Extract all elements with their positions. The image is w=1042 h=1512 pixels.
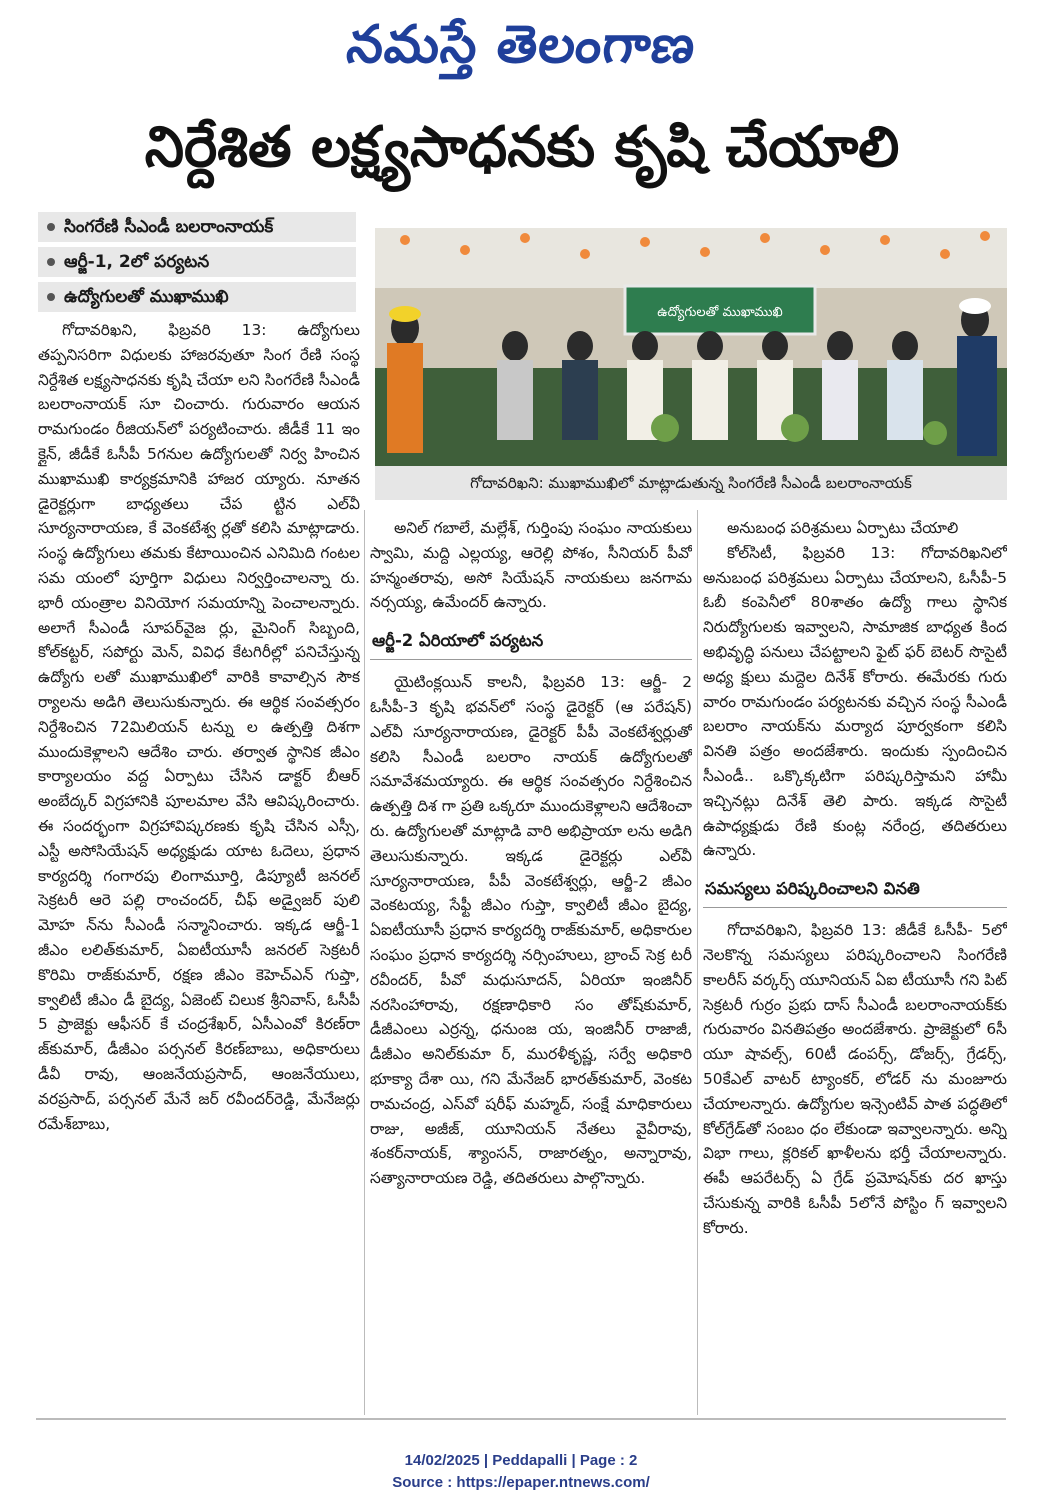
newspaper-masthead bbox=[0, 6, 1042, 84]
news-photo bbox=[375, 228, 1007, 466]
article-paragraph: గోదావరిఖని, ఫిబ్రవరి 13: ఉద్యోగులు తప్పనిసరిగా విధులకు హాజరవుతూ సింగ రేణి సంస్థ నిర్దేశిత లక్ష్యసాధనకు కృషి చేయా లని సింగరేణి సీఎండీ బలరాంనాయక్ సూ చించారు. గురువారం ఆయన రామగుండం రీజియన్‌లో పర్యటించారు. జీడీకే 11 ఇం క్లైన్, జీడీకే ఓసీపీ 5గనుల ఉద్యోగులతో నిర్వ హించిన ముఖాముఖి కార్యక్రమానికి హాజర య్యారు. నూతన డైరెక్టర్లుగా బాధ్యతలు చేప ట్టిన ఎల్‌వీ సూర్యనారాయణ, కే వెంకటేశ్వ ర్లతో కలిసి మాట్లాడారు. సంస్థ ఉద్యోగులు తమకు కేటాయించిన ఎనిమిది గంటల సమ యంలో పూర్తిగా విధులు నిర్వర్తించాలన్నా రు. భారీ యంత్రాల వినియోగ సమయాన్ని పెంచాలన్నారు. అలాగే సీఎండీ సూపర్‌వైజ ర్లు, మైనింగ్ సిబ్బంది, కోల్‌కట్టర్, సపోర్టు మెన్, వివిధ కేటగిరీల్లో పనిచేస్తున్న ఉద్యోగు లతో ముఖాముఖిలో వారికి కావాల్సిన సౌక ర్యాలను అడిగి తెలుసుకున్నారు. ఈ ఆర్థిక సంవత్సరం నిర్దేశించిన 72మిలియన్ టన్ను ల ఉత్పత్తి దిశగా ముందుకెళ్లాలని ఆదేశిం చారు. తర్వాత స్థానిక జీఎం కార్యాలయం వద్ద ఏర్పాటు చేసిన డాక్టర్ బీఆర్ అంబేద్కర్ విగ్రహానికి పూలమాల వేసి ఆవిష్కరించారు. ఈ సందర్భంగా విగ్రహావిష్కరణకు కృషి చేసిన ఎస్సీ, ఎస్టీ అసోసియేషన్ అధ్యక్షుడు యాట ఓదెలు, ప్రధాన కార్యదర్శి గంగారపు లింగామూర్తి, డిప్యూటీ జనరల్ సెక్రటరీ ఆరె పల్లి రాంచందర్, చీఫ్ అడ్వైజర్ పులి మోహ న్‌ను సీఎండీ సన్మానించారు. ఇక్కడ ఆర్జీ-1 జీఎం లలిత్‌కుమార్, ఏఐటీయూసీ జనరల్ సెక్రటరీ కొరిమి రాజ్‌కుమార్, రక్షణ జీఎం కెహెచ్ఎన్ గుప్తా, క్వాలిటీ జీఎం డీ బైద్య, ఏజెంట్ చిలుక శ్రీనివాస్, ఓసీపీ 5 ప్రాజెక్టు ఆఫీసర్ కే చంద్రశేఖర్, ఏసీఎంవో కిరణ్‌రా జ్‌కుమార్, డీజీఎం పర్సనల్ కిరణ్‌బాబు, అధికారులు డీవీ రావు, ఆంజనేయప్రసాద్, ఆంజనేయులు, వరప్రసాద్, పర్సనల్ మేనే జర్ రవీందర్‌రెడ్డి, మేనేజర్లు రమేశ్‌బాబు, bbox=[38, 321, 360, 1133]
column-divider bbox=[697, 510, 698, 1415]
highlight-text: ఉద్యోగులతో ముఖాముఖి bbox=[64, 287, 229, 307]
bullet-icon bbox=[47, 293, 55, 301]
highlight-item bbox=[38, 212, 356, 242]
banner-text: ఉద్యోగులతో ముఖాముఖి bbox=[657, 305, 783, 320]
article-paragraph: యైటింక్లయిన్ కాలనీ, ఫిబ్రవరి 13: ఆర్జీ- 2 ఓసీపీ-3 కృషి భవన్‌లో సంస్థ డైరెక్టర్ (ఆ పరేషన్) ఎల్‌వీ సూర్యనారాయణ, డైరెక్టర్ పీపీ వెంకటేశ్వర్లుతో కలిసి సీఎండీ బలరాం నాయక్ ఉద్యోగులతో సమావేశమయ్యారు. ఈ ఆర్థిక సంవత్సరం నిర్దేశించిన ఉత్పత్తి దిశ గా ప్రతి ఒక్కరూ ముందుకెళ్లాలని ఆదేశించా రు. ఉద్యోగులతో మాట్లాడి వారి అభిప్రాయా లను అడిగి తెలుసుకున్నారు. ఇక్కడ డైరెక్టర్లు ఎల్‌వీ సూర్యనారాయణ, పీపీ వెంకటేశ్వర్లు, ఆర్జీ-2 జీఎం వెంకటయ్య, సేఫ్టీ జీఎం గుప్తా, క్వాలిటీ జీఎం బైద్య, ఏఐటీయూసీ ప్రధాన కార్యదర్శి రాజ్‌కుమార్, అధికారుల సంఘం ప్రధాన కార్యదర్శి నర్సింహులు, బ్రాంచ్ సెక్ర టరీ రవీందర్, పీవో మధుసూదన్, ఏరియా ఇంజినీర్ నరసింహారావు, రక్షణాధికారి సం తోష్‌కుమార్, డీజీఎంలు ఎర్రన్న, ధనుంజ య, ఇంజినీర్ రాజాజీ, డీజీఎం అనిల్‌కుమా ర్, మురళీకృష్ణ, సర్వే అధికారి భూక్యా దేశా యి, గని మేనేజర్ భారత్‌కుమార్, వెంకట రామచంద్ర, ఎస్‌వో షరీఫ్ మహ్మద్, సంక్షే మాధికారులు రాజు, అజీజ్, యూనియన్ నేతలు వైవీరావు, శంకర్‌నాయక్, శ్యాంసన్, రాజారత్నం, అన్నారావు, సత్యానారాయణ రెడ్డి, తదితరులు పాల్గొన్నారు. bbox=[370, 673, 692, 1188]
section-subhead: సమస్యలు పరిష్కరించాలని వినతి bbox=[703, 871, 1007, 908]
article-column-1 bbox=[38, 318, 360, 1414]
highlight-item bbox=[38, 247, 356, 277]
meeting-photo-illustration bbox=[375, 228, 1007, 466]
article-headline: నిర్దేశిత లక్ష్యసాధనకు కృషి చేయాలి bbox=[144, 115, 900, 180]
article-paragraph: అనిల్ గబాలే, మల్లేశ్, గుర్తింపు సంఘం నాయకులు స్వామి, మద్ది ఎల్లయ్య, ఆరెల్లి పోశం, సీనియర్ పీవో హన్మంతరావు, అసో సియేషన్ నాయకులు జనగామ నర్సయ్య, ఉమేందర్ ఉన్నారు. bbox=[370, 519, 692, 612]
highlight-item bbox=[38, 282, 356, 312]
article-paragraph: గోదావరిఖని, ఫిబ్రవరి 13: జీడీకే ఓసీపీ- 5లో నెలకొన్న సమస్యలు పరిష్కరించాలని సింగరేణి కాలరీస్ వర్కర్స్ యూనియన్ ఏఐ టీయూసీ గని పిట్ సెక్రటరీ గుర్రం ప్రభు దాస్ సీఎండీ బలరాంనాయక్‌కు గురువారం వినతిపత్రం అందజేశారు. ప్రాజెక్టులో 6సీ యూ షావల్స్, 60టీ డంపర్స్, డోజర్స్, గ్రేడర్స్, 50కేఎల్ వాటర్ ట్యాంకర్, లోడర్ ను మంజూరు చేయాలన్నారు. ఉద్యోగుల ఇన్సెంటివ్ పాత పద్ధతిలో కోల్‌గ్రేడ్‌తో సంబం ధం లేకుండా ఇవ్వాలన్నారు. అన్ని విభా గాలు, క్లరికల్ ఖాళీలను భర్తీ చేయాలన్నారు. ఈపీ ఆపరేటర్స్ ఏ గ్రేడ్ ప్రమోషన్‌కు దర ఖాస్తు చేసుకున్న వారికి ఓసీపీ 5లోనే పోస్టిం గ్ ఇవ్వాలని కోరారు. bbox=[703, 921, 1007, 1237]
column-divider bbox=[364, 510, 365, 1415]
highlights-box bbox=[38, 212, 356, 317]
section-subhead: ఆర్జీ-2 ఏరియాలో పర్యటన bbox=[370, 623, 692, 660]
bullet-icon bbox=[47, 258, 55, 266]
article-paragraph: కోల్‌సిటీ, ఫిబ్రవరి 13: గోదావరిఖనిలో అనుబంధ పరిశ్రమలు ఏర్పాటు చేయాలని, ఓసీపీ-5 ఓబీ కంపెనీలో 80శాతం ఉద్యో గాలు స్థానిక నిరుద్యోగులకు ఇవ్వాలని, సామాజిక బాధ్యత కింద అభివృద్ధి పనులు చేపట్టాలని ఫైట్ ఫర్ బెటర్ సొసైటీ అధ్య క్షులు మద్దెల దినేశ్ కోరారు. ఈమేరకు గురు వారం రామగుండం పర్యటనకు వచ్చిన సంస్థ సీఎండీ బలరాం నాయక్‌ను మర్యాద పూర్వకంగా కలిసి వినతి పత్రం అందజేశారు. ఇందుకు స్పందించిన సీఎండీ.. ఒక్కొక్కటిగా పరిష్కరిస్తామని హామీ ఇచ్చినట్లు దినేశ్ తెలి పారు. ఇక్కడ సొసైటీ ఉపాధ్యక్షుడు రేణి కుంట్ల నరేంద్ర, తదితరులు ఉన్నారు. bbox=[703, 543, 1007, 860]
article-paragraph: అనుబంధ పరిశ్రమలు ఏర్పాటు చేయాలి bbox=[727, 519, 959, 537]
highlight-text: సింగరేణి సీఎండీ బలరాంనాయక్ bbox=[64, 217, 274, 237]
article-column-3 bbox=[703, 516, 1007, 1414]
footer-source-link[interactable]: Source : https://epaper.ntnews.com/ bbox=[392, 1474, 650, 1491]
photo-caption: గోదావరిఖని: ముఖాముఖిలో మాట్లాడుతున్న సింగరేణి సీఎండీ బలరాంనాయక్ bbox=[375, 466, 1007, 500]
masthead-title: నమస్తే తెలంగాణ bbox=[343, 15, 699, 75]
footer-date-edition: 14/02/2025 | Peddapalli | Page : 2 bbox=[404, 1452, 638, 1469]
highlight-text: ఆర్జీ-1, 2లో పర్యటన bbox=[64, 252, 210, 272]
bottom-divider bbox=[36, 1418, 1006, 1420]
article-column-2 bbox=[370, 516, 692, 1414]
bullet-icon bbox=[47, 223, 55, 231]
